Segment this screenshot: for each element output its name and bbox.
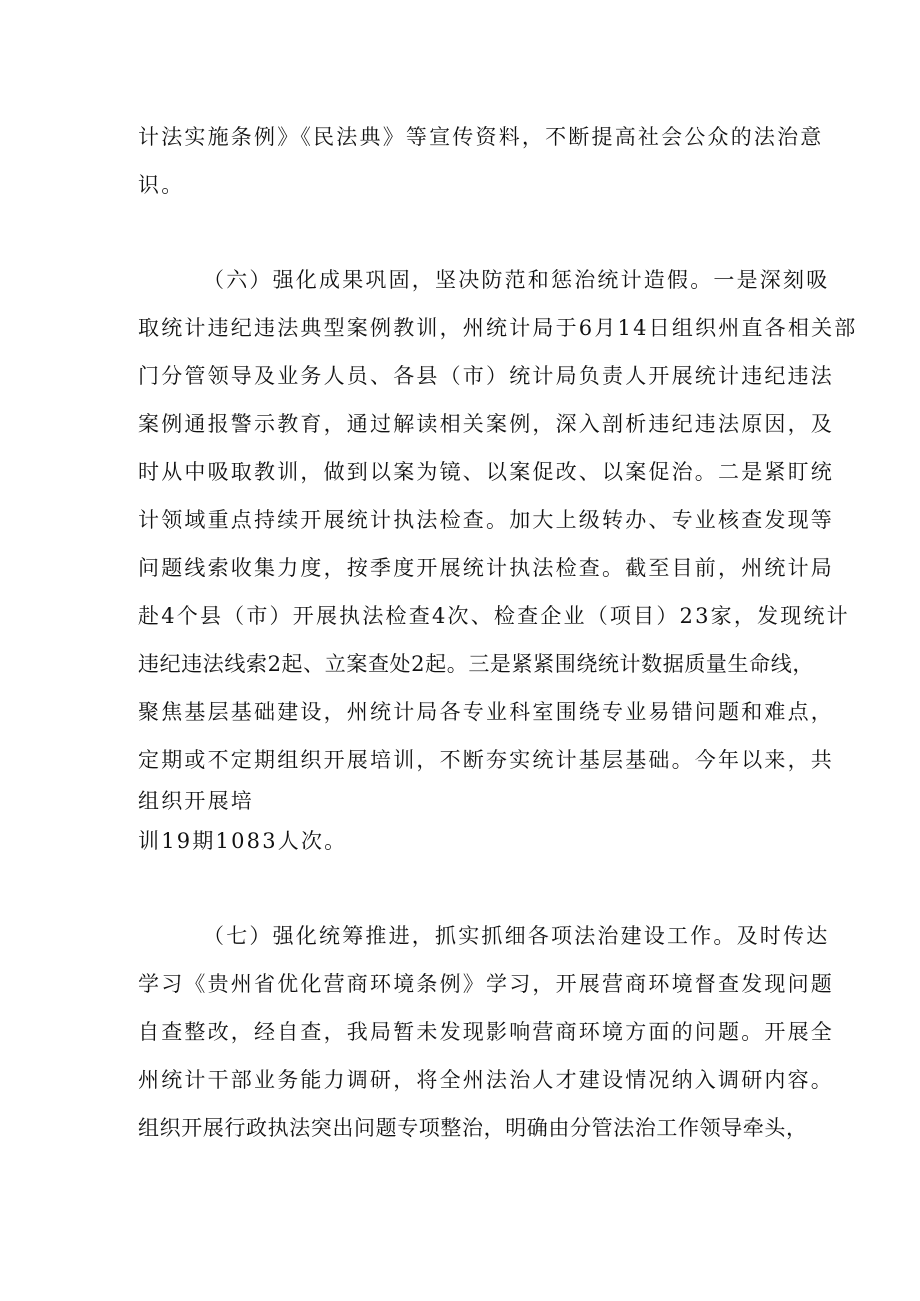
paragraph-line: 自查整改，经自查，我局暂未发现影响营商环境方面的问题。开展全 (138, 1020, 834, 1044)
paragraph-line: 训19期1083人次。 (138, 829, 348, 853)
section-heading-line: （六）强化成果巩固，坚决防范和惩治统计造假。一是深刻吸 (203, 268, 830, 292)
paragraph-line: 组织开展行政执法突出问题专项整治，明确由分管法治工作领导牵头， (138, 1116, 808, 1140)
paragraph-line: 案例通报警示教育，通过解读相关案例，深入剖析违纪违法原因，及 (138, 412, 834, 436)
paragraph-line: 计法实施条例》《民法典》等宣传资料，不断提高社会公众的法治意 (138, 125, 824, 149)
paragraph-line: 时从中吸取教训，做到以案为镜、以案促改、以案促治。二是紧盯统 (138, 460, 834, 484)
paragraph-line: 取统计违纪违法典型案例教训，州统计局于6月14日组织州直各相关部 (138, 316, 858, 340)
paragraph-line: 赴4个县（市）开展执法检查4次、检查企业（项目）23家，发现统计 (138, 604, 850, 628)
paragraph-line: 违纪违法线索2起、立案查处2起。三是紧紧围绕统计数据质量生命线， (138, 652, 814, 676)
paragraph-line: 聚焦基层基础建设，州统计局各专业科室围绕专业易错问题和难点， (138, 700, 834, 724)
paragraph-line: 定期或不定期组织开展培训，不断夯实统计基层基础。今年以来，共 (138, 748, 834, 772)
paragraph-line: 州统计干部业务能力调研，将全州法治人才建设情况纳入调研内容。 (138, 1068, 834, 1092)
paragraph-line: 组织开展培 (138, 789, 254, 813)
paragraph-line: 计领域重点持续开展统计执法检查。加大上级转办、专业核查发现等 (138, 508, 834, 532)
paragraph-line: 门分管领导及业务人员、各县（市）统计局负责人开展统计违纪违法 (138, 364, 834, 388)
paragraph-line: 问题线索收集力度，按季度开展统计执法检查。截至目前，州统计局 (138, 556, 834, 580)
paragraph-line: 识。 (138, 173, 185, 197)
paragraph-line: 学习《贵州省优化营商环境条例》学习，开展营商环境督查发现问题 (138, 972, 834, 996)
section-heading-line: （七）强化统筹推进，抓实抓细各项法治建设工作。及时传达 (203, 924, 830, 948)
